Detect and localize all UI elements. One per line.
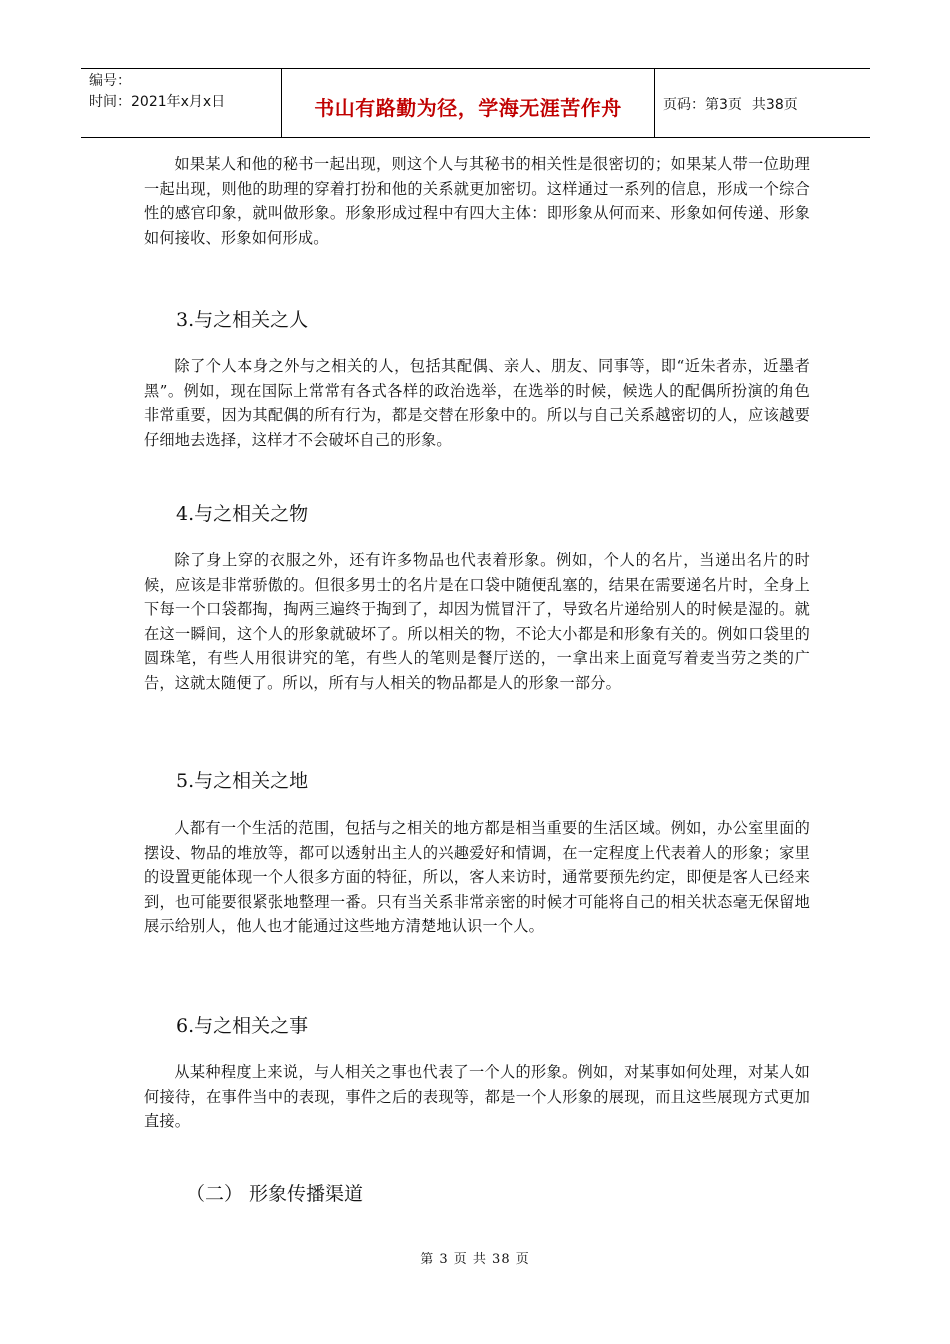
paragraph-related-people: 除了个人本身之外与之相关的人，包括其配偶、亲人、朋友、同事等，即“近朱者赤，近墨者黑”。例如，现在国际上常常有各式各样的政治选举，在选举的时候，候选人的配偶所扮演的角色非常重要，因为其配偶的所有行为，都是交替在形象中的。所以与自己关系越密切的人，应该越要仔细地去选择，这样才不会破坏自己的形象。	[144, 357, 810, 449]
header-page-total: 共38页	[751, 97, 798, 113]
serial-number-label: 编号：	[89, 73, 131, 89]
document-header	[81, 68, 870, 138]
header-meta-cell	[81, 69, 282, 137]
section-3-body	[144, 354, 810, 452]
paragraph-related-events: 从某种程度上来说，与人相关之事也代表了一个人的形象。例如，对某事如何处理，对某人如何接待，在事件当中的表现，事件之后的表现等，都是一个人形象的展现，而且这些展现方式更加直接。	[144, 1063, 810, 1130]
subsection-2-block	[186, 1182, 786, 1206]
section-heading-related-events: 6.与之相关之事	[176, 1015, 309, 1037]
section-5-body	[144, 816, 810, 939]
paragraph-related-places: 人都有一个生活的范围，包括与之相关的地方都是相当重要的生活区域。例如，办公室里面的摆设、物品的堆放等，都可以透射出主人的兴趣爱好和情调，在一定程度上代表着人的形象；家里的设置更能体现一个人很多方面的特征，所以，客人来访时，通常要预先约定，即便是客人已经来到，也可能要很紧张地整理一番。只有当关系非常亲密的时候才可能将自己的相关状态毫无保留地展示给别人，他人也才能通过这些地方清楚地认识一个人。	[144, 819, 810, 935]
paragraph-intro: 如果某人和他的秘书一起出现，则这个人与其秘书的相关性是很密切的；如果某人带一位助理一起出现，则他的助理的穿着打扮和他的关系就更加密切。这样通过一系列的信息，形成一个综合性的感官印象，就叫做形象。形象形成过程中有四大主体：即形象从何而来、形象如何传递、形象如何接收、形象如何形成。	[144, 155, 810, 247]
section-heading-related-places: 5.与之相关之地	[176, 770, 309, 792]
section-3-block	[144, 308, 810, 332]
subsection-heading-channels: （二） 形象传播渠道	[186, 1183, 364, 1205]
section-6-block	[144, 1014, 810, 1038]
section-4-block	[144, 502, 810, 526]
header-page-cell	[655, 69, 870, 137]
section-heading-related-people: 3.与之相关之人	[176, 309, 309, 331]
section-6-body	[144, 1060, 810, 1134]
paragraph-intro-block	[144, 152, 810, 250]
page-footer: 第 3 页 共 38 页	[420, 1252, 530, 1267]
section-heading-related-objects: 4.与之相关之物	[176, 503, 309, 525]
paragraph-related-objects: 除了身上穿的衣服之外，还有许多物品也代表着形象。例如，个人的名片，当递出名片的时候，应该是非常骄傲的。但很多男士的名片是在口袋中随便乱塞的，结果在需要递名片时，全身上下每一个口袋都掏，掏两三遍终于掏到了，却因为慌冒汗了，导致名片递给别人的时候是湿的。就在这一瞬间，这个人的形象就破坏了。所以相关的物，不论大小都是和形象有关的。例如口袋里的圆珠笔，有些人用很讲究的笔，有些人的笔则是餐厅送的，一拿出来上面竟写着麦当劳之类的广告，这就太随便了。所以，所有与人相关的物品都是人的形象一部分。	[144, 551, 810, 692]
date-label: 时间：2021年x月x日	[89, 94, 226, 110]
header-page-code: 页码：第3页	[663, 97, 742, 113]
section-4-body	[144, 548, 810, 695]
section-5-block	[144, 769, 810, 793]
header-motto: 书山有路勤为径，学海无涯苦作舟	[282, 69, 655, 137]
